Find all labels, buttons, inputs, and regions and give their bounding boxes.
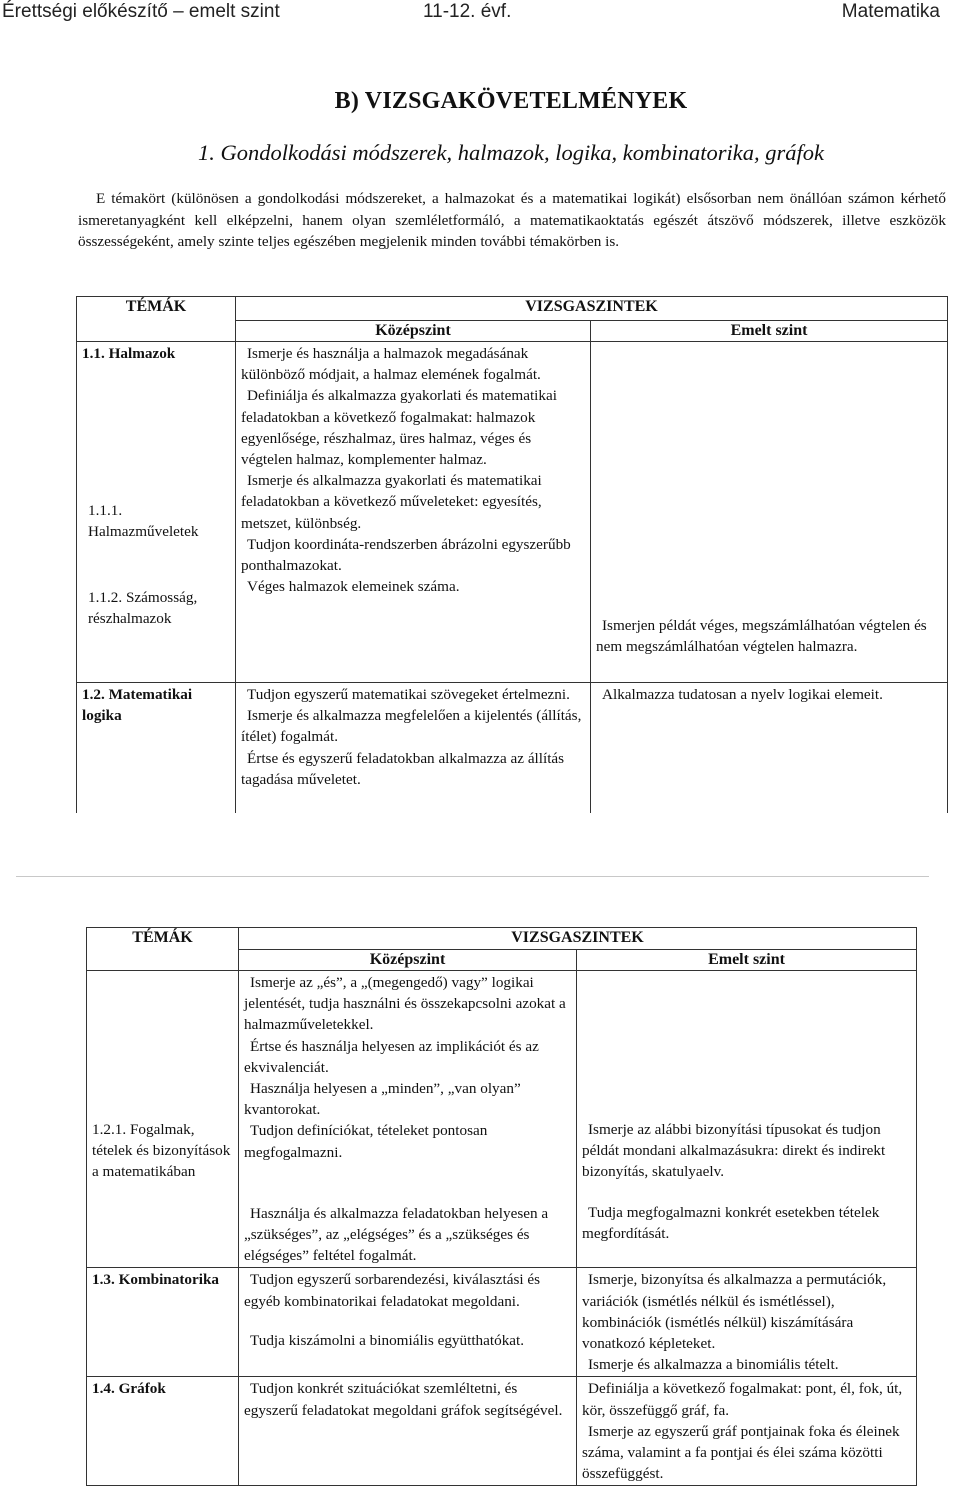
req-text: Tudjon egyszerű sorbarendezési, kiválasztási és egyéb kombinatorikai feladatokat megoldani. [244, 1271, 541, 1310]
req-text: Definiálja és alkalmazza gyakorlati és matematikai feladatokban a következő fogalmakat: halmazok egyenlősége, részhalmaz, üres halmaz, véges és végtelen halmaz, komplementer halmaz. [241, 387, 557, 469]
main-title: B) VIZSGAKÖVETELMÉNYEK [334, 88, 688, 114]
req-text: Ismerje és használja a halmazok megadásának különböző módjait, a halmaz elemének fogalmát. [241, 345, 541, 384]
table-row [77, 342, 948, 683]
topic-cell [77, 342, 236, 683]
req-text: Ismerjen példát véges, megszámlálhatóan végtelen és nem megszámlálhatóan végtelen halmazra. [596, 617, 927, 656]
adv-level-cell [591, 683, 948, 814]
header-right: Matematika [841, 1, 940, 22]
mid-level-cell [239, 1377, 577, 1486]
mid-level-cell [236, 342, 591, 683]
topic-title: 1.3. Kombinatorika [92, 1271, 219, 1289]
req-text: Tudjon egyszerű matematikai szövegeket értelmezni. [247, 686, 570, 703]
topic-title: 1.1.1. Halmazműveletek [88, 502, 199, 541]
adv-level-cell [577, 1377, 917, 1486]
topic-cell [87, 1377, 239, 1486]
topic-title: 1.4. Gráfok [92, 1380, 166, 1398]
req-text: Ismerje az alábbi bizonyítási típusokat és tudjon példát mondani alkalmazásukra: direkt és indirekt bizonyítás, skatulyaelv. [582, 1121, 886, 1181]
col-header-adv: Emelt szint [577, 950, 917, 971]
topic-cell [87, 971, 239, 1268]
mid-level-cell [239, 971, 577, 1268]
req-text: Tudjon konkrét szituációkat szemléltetni, és egyszerű feladatokat megoldani gráfok segítségével. [244, 1380, 563, 1419]
col-header-mid: Középszint [236, 321, 591, 342]
req-text: Tudja kiszámolni a binomiális együtthatókat. [250, 1331, 525, 1349]
req-text: Tudja megfogalmazni konkrét esetekben tételek megfordítását. [582, 1203, 880, 1242]
mid-level-cell [236, 683, 591, 814]
requirements-table-1 [76, 296, 948, 813]
col-header-topics: TÉMÁK [77, 297, 236, 342]
col-header-mid: Középszint [239, 950, 577, 971]
table-row [87, 1268, 917, 1377]
req-text: Értse és egyszerű feladatokban alkalmazza az állítás tagadása műveletet. [241, 749, 565, 788]
req-text: Használja és alkalmazza feladatokban helyesen a „szükséges”, az „elégséges” és a „szükséges és elégséges” feltétel fogalmát. [244, 1204, 549, 1265]
topic-title: 1.2.1. Fogalmak, tételek és bizonyítások a matematikában [92, 1121, 231, 1181]
adv-level-cell [591, 342, 948, 683]
adv-level-cell [577, 971, 917, 1268]
req-text: Definiálja a következő fogalmakat: pont, él, fok, út, kör, összefüggő gráf, fa. [582, 1380, 903, 1419]
page-divider [16, 876, 929, 877]
col-header-levels: VIZSGASZINTEK [239, 928, 917, 950]
header-center: 11-12. évf. [423, 1, 512, 22]
table-row [87, 1377, 917, 1486]
topic-cell [87, 1268, 239, 1377]
page-header [0, 0, 960, 28]
req-text: Alkalmazza tudatosan a nyelv logikai elemeit. [602, 686, 883, 703]
table-row [87, 971, 917, 1268]
req-text: Ismerje és alkalmazza megfelelően a kijelentés (állítás, ítélet) fogalmát. [241, 707, 582, 746]
topic-title: 1.1.2. Számosság, részhalmazok [88, 588, 198, 627]
topic-cell [77, 683, 236, 814]
intro-paragraph: E témakört (különösen a gondolkodási módszereket, a halmazokat és a matematikai logikát) elsősorban nem önállóan számon kérhető ismeretanyagként kell elképzelni, hanem olyan szemléletformáló, a matematikaoktatás egészét átszövő módszerek, illetve eszközök összességeként, amely szinte teljes egészében megjelenik minden további témakörben is. [78, 190, 946, 250]
req-text: Ismerje és alkalmazza gyakorlati és matematikai feladatokban a következő műveleteket: egyesítés, metszet, különbség. [241, 472, 542, 532]
col-header-levels: VIZSGASZINTEK [236, 297, 948, 321]
req-text: Véges halmazok elemeinek száma. [247, 578, 460, 596]
mid-level-cell [239, 1268, 577, 1377]
topic-title: 1.1. Halmazok [82, 345, 176, 362]
req-text: Ismerje az „és”, a „(megengedő) vagy” logikai jelentését, tudja használni és összekapcsolni azokat a halmazműveletekkel. [244, 974, 566, 1034]
adv-level-cell [577, 1268, 917, 1377]
col-header-adv: Emelt szint [591, 321, 948, 342]
req-text: Értse és használja helyesen az implikációt és az ekvivalenciát. [244, 1037, 539, 1076]
req-text: Tudjon definíciókat, tételeket pontosan megfogalmazni. [244, 1122, 488, 1161]
req-text: Tudjon koordináta-rendszerben ábrázolni egyszerűbb ponthalmazokat. [241, 535, 571, 575]
req-text: Ismerje az egyszerű gráf pontjainak foka és éleinek száma, valamint a fa pontjai és élei száma közötti összefüggést. [582, 1422, 900, 1483]
header-left: Érettségi előkészítő – emelt szint [2, 1, 280, 22]
col-header-topics: TÉMÁK [87, 928, 239, 971]
req-text: Ismerje, bizonyítsa és alkalmazza a permutációk, variációk (ismétlés nélkül és ismétléssel), kombinációk (ismétlés nélkül) kiszámítására vonatkozó képleteket. [582, 1271, 887, 1353]
section-title: 1. Gondolkodási módszerek, halmazok, logika, kombinatorika, gráfok [198, 140, 824, 165]
requirements-table-2 [86, 927, 917, 1486]
table-row [77, 683, 948, 814]
topic-title: 1.2. Matematikai logika [82, 686, 193, 725]
req-text: Ismerje és alkalmazza a binomiális tételt. [588, 1356, 839, 1374]
req-text: Használja helyesen a „minden”, „van olyan” kvantorokat. [244, 1080, 521, 1119]
